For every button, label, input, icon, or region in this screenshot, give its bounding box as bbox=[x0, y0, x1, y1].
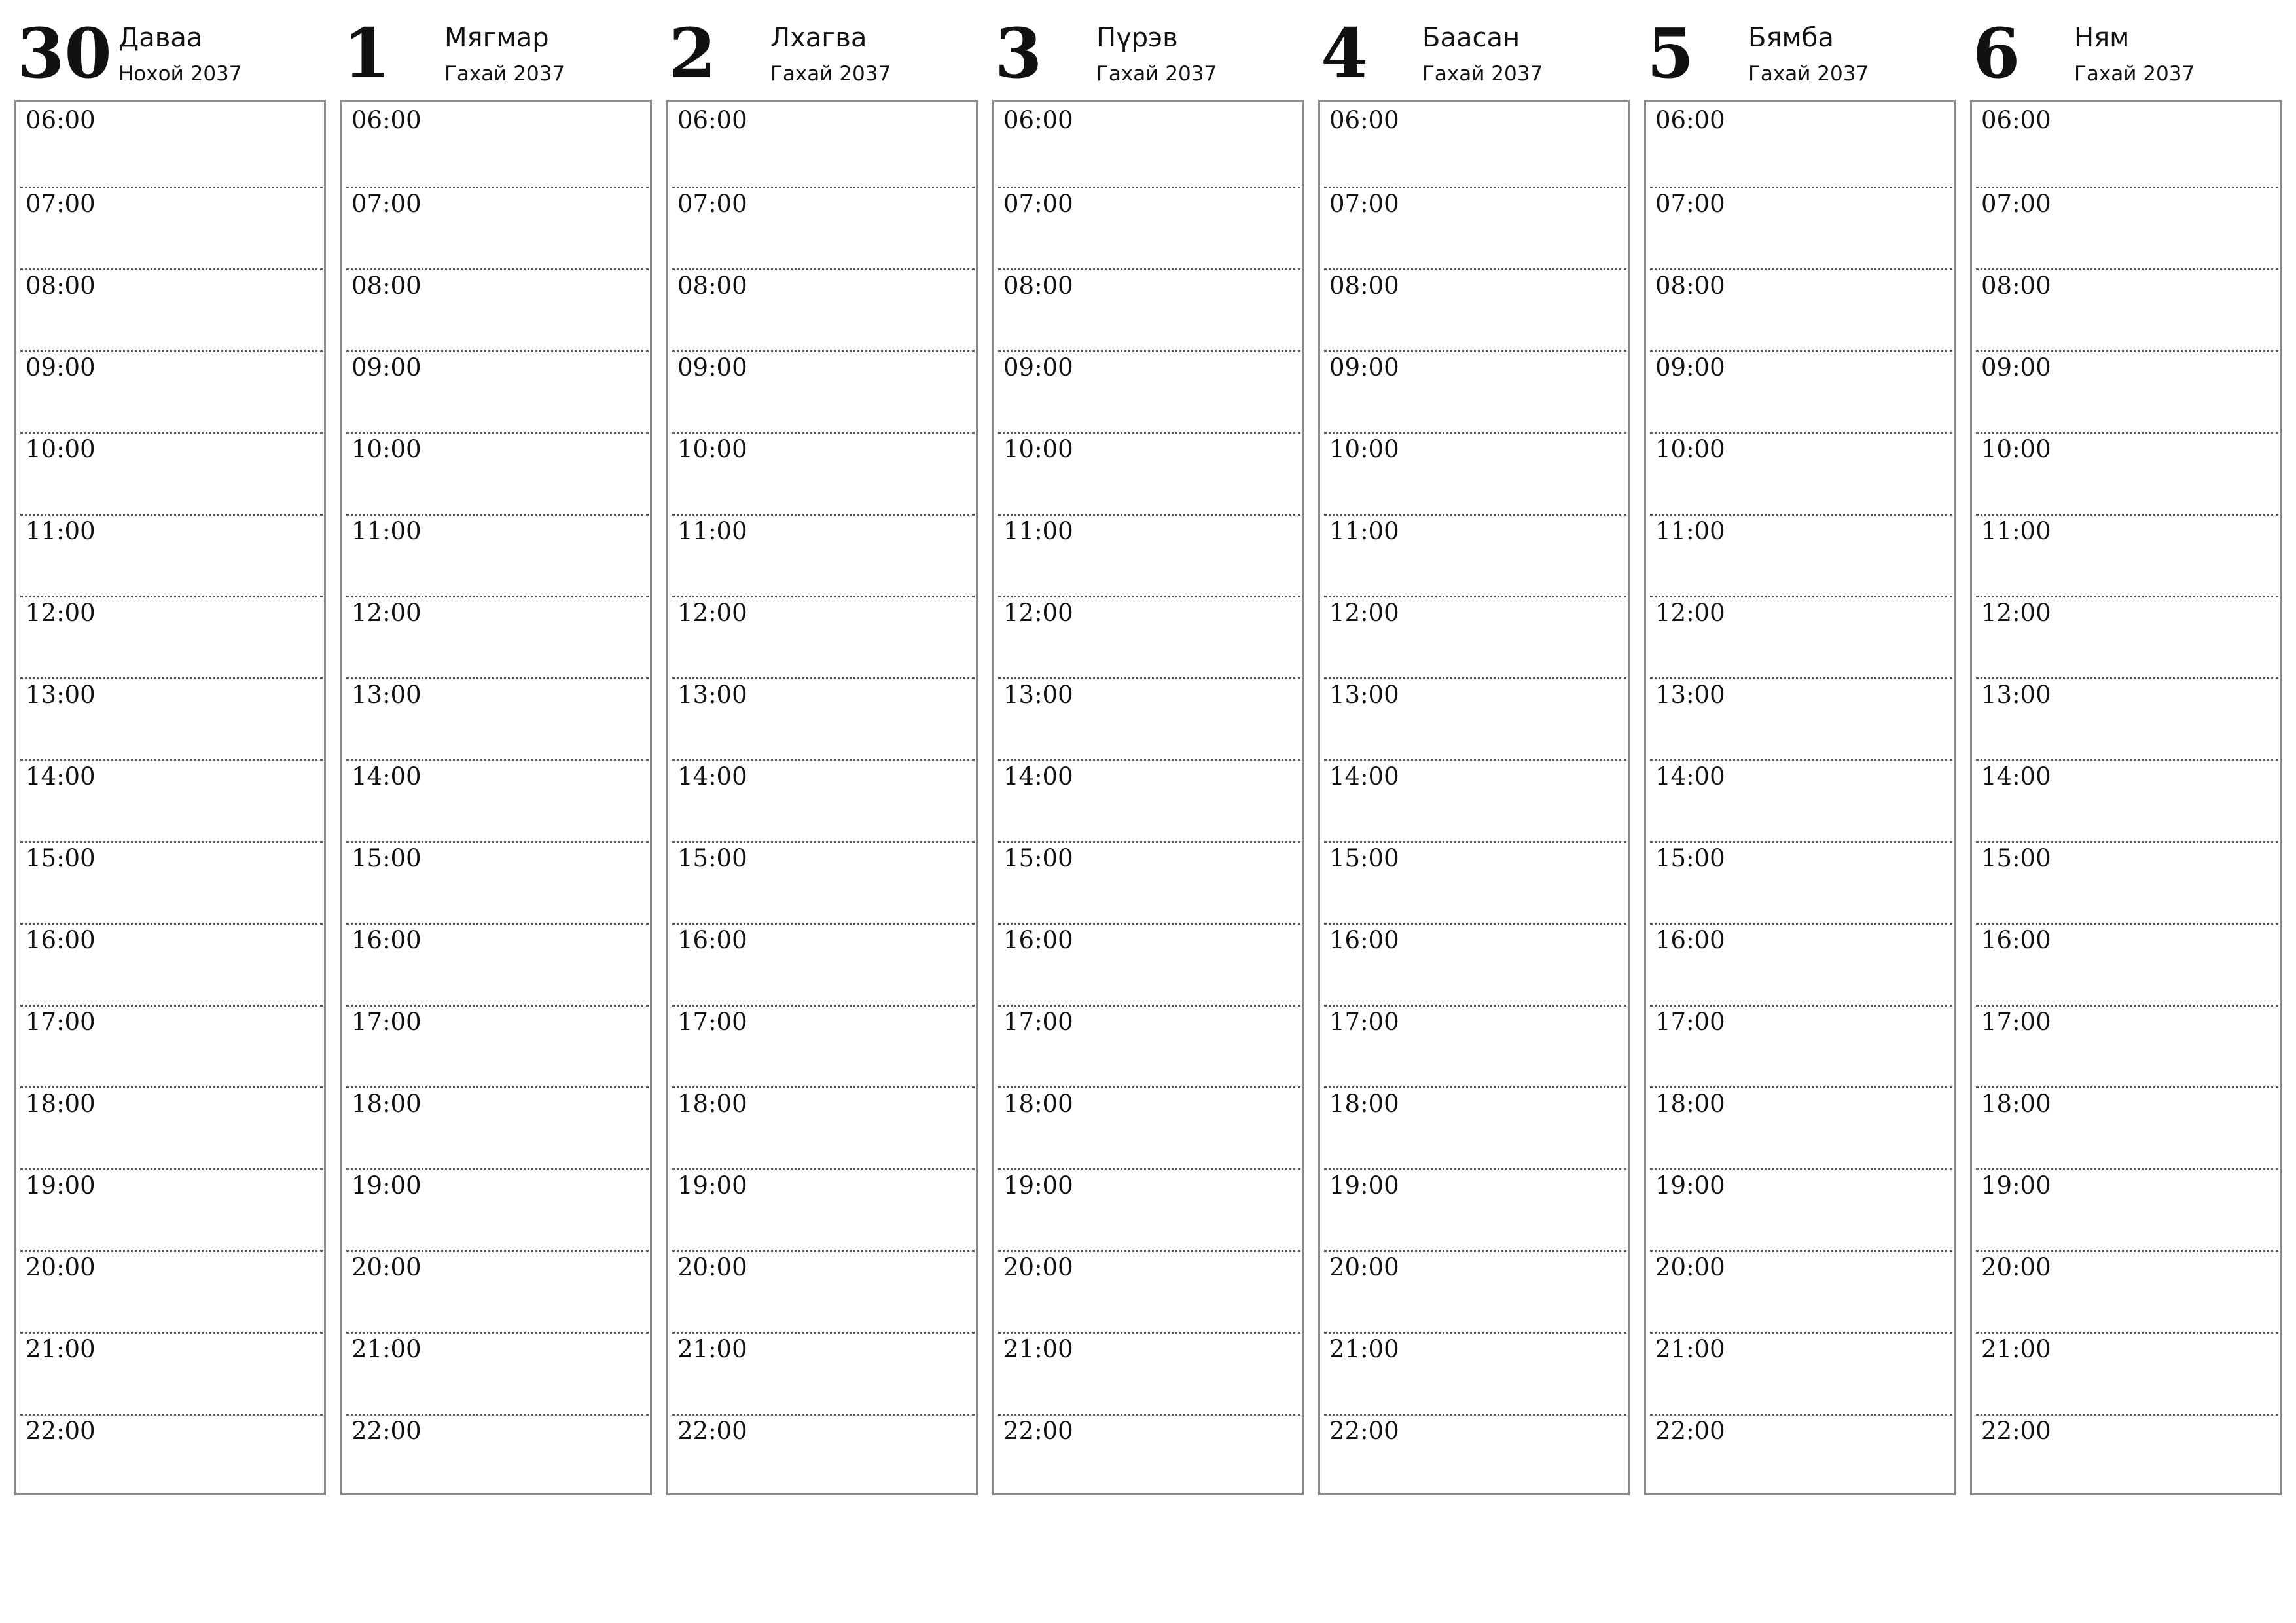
hour-slot[interactable] bbox=[998, 677, 1300, 759]
hour-label: 16:00 bbox=[351, 926, 422, 954]
hour-label: 18:00 bbox=[351, 1090, 422, 1118]
hour-slot[interactable] bbox=[998, 841, 1300, 923]
hour-slot[interactable] bbox=[20, 596, 323, 677]
hour-slot[interactable] bbox=[998, 1086, 1300, 1168]
hour-label: 14:00 bbox=[1981, 762, 2051, 791]
month-year: Гахай 2037 bbox=[1748, 62, 1869, 86]
hour-slot[interactable] bbox=[346, 759, 649, 841]
hour-slot[interactable] bbox=[998, 1168, 1300, 1250]
weekday-name: Лхагва bbox=[770, 23, 867, 53]
hour-label: 06:00 bbox=[1003, 106, 1073, 134]
hour-slot[interactable] bbox=[346, 1086, 649, 1168]
hour-slot[interactable] bbox=[1650, 841, 1952, 923]
hour-label: 18:00 bbox=[1655, 1090, 1725, 1118]
weekday-name: Ням bbox=[2074, 23, 2130, 53]
hour-slot[interactable] bbox=[672, 1086, 975, 1168]
hour-label: 22:00 bbox=[1655, 1417, 1725, 1445]
hour-label: 06:00 bbox=[1655, 106, 1725, 134]
hour-slot[interactable] bbox=[346, 1414, 649, 1495]
hour-label: 21:00 bbox=[1329, 1335, 1399, 1363]
hour-slot[interactable] bbox=[1976, 596, 2278, 677]
hour-slot[interactable] bbox=[20, 432, 323, 514]
hour-slot[interactable] bbox=[1650, 759, 1952, 841]
hour-slot[interactable] bbox=[20, 105, 323, 187]
hour-slot[interactable] bbox=[20, 1168, 323, 1250]
hour-label: 12:00 bbox=[351, 599, 422, 627]
hour-slot[interactable] bbox=[1650, 268, 1952, 350]
hour-label: 12:00 bbox=[677, 599, 747, 627]
hour-label: 10:00 bbox=[1981, 435, 2051, 463]
hour-slot[interactable] bbox=[1324, 1332, 1626, 1414]
hour-slot[interactable] bbox=[1324, 923, 1626, 1005]
hour-label: 11:00 bbox=[26, 517, 96, 545]
hour-slot[interactable] bbox=[20, 350, 323, 432]
day-schedule-box bbox=[340, 100, 652, 1495]
day-schedule-box bbox=[1318, 100, 1630, 1495]
hour-label: 12:00 bbox=[1003, 599, 1073, 627]
hour-label: 16:00 bbox=[1655, 926, 1725, 954]
hour-slot[interactable] bbox=[1324, 596, 1626, 677]
hour-label: 09:00 bbox=[1655, 353, 1725, 382]
hour-label: 10:00 bbox=[1655, 435, 1725, 463]
hour-slot[interactable] bbox=[998, 596, 1300, 677]
hour-slot[interactable] bbox=[1324, 350, 1626, 432]
hour-label: 08:00 bbox=[26, 272, 96, 300]
hour-label: 21:00 bbox=[26, 1335, 96, 1363]
hour-label: 18:00 bbox=[26, 1090, 96, 1118]
hour-slot[interactable] bbox=[1976, 1168, 2278, 1250]
hour-slot[interactable] bbox=[1976, 1005, 2278, 1086]
hour-slot[interactable] bbox=[1324, 432, 1626, 514]
hour-slot[interactable] bbox=[346, 514, 649, 596]
hour-label: 20:00 bbox=[351, 1253, 422, 1281]
hour-label: 13:00 bbox=[677, 681, 747, 709]
hour-slot[interactable] bbox=[1650, 677, 1952, 759]
hour-slot[interactable] bbox=[998, 268, 1300, 350]
hour-label: 17:00 bbox=[1329, 1008, 1399, 1036]
hour-slot[interactable] bbox=[1324, 187, 1626, 268]
hour-label: 09:00 bbox=[1003, 353, 1073, 382]
hour-label: 14:00 bbox=[26, 762, 96, 791]
hour-slot[interactable] bbox=[672, 1168, 975, 1250]
hour-label: 11:00 bbox=[1981, 517, 2051, 545]
hour-slot[interactable] bbox=[672, 187, 975, 268]
hour-slot[interactable] bbox=[1324, 677, 1626, 759]
hour-slot[interactable] bbox=[346, 923, 649, 1005]
hour-slot[interactable] bbox=[1976, 432, 2278, 514]
day-schedule-box bbox=[992, 100, 1304, 1495]
hour-slot[interactable] bbox=[672, 677, 975, 759]
hour-slot[interactable] bbox=[672, 596, 975, 677]
hour-slot[interactable] bbox=[672, 514, 975, 596]
hour-label: 14:00 bbox=[351, 762, 422, 791]
hour-slot[interactable] bbox=[346, 1168, 649, 1250]
hour-slot[interactable] bbox=[998, 1332, 1300, 1414]
hour-slot[interactable] bbox=[346, 841, 649, 923]
hour-slot[interactable] bbox=[1324, 1086, 1626, 1168]
hour-label: 06:00 bbox=[351, 106, 422, 134]
hour-label: 07:00 bbox=[677, 190, 747, 218]
hour-label: 09:00 bbox=[351, 353, 422, 382]
hour-label: 09:00 bbox=[26, 353, 96, 382]
hour-label: 14:00 bbox=[1003, 762, 1073, 791]
hour-label: 20:00 bbox=[677, 1253, 747, 1281]
month-year: Нохой 2037 bbox=[118, 62, 242, 86]
hour-label: 10:00 bbox=[1003, 435, 1073, 463]
hour-slot[interactable] bbox=[346, 105, 649, 187]
hour-label: 07:00 bbox=[26, 190, 96, 218]
hour-slot[interactable] bbox=[1650, 514, 1952, 596]
hour-slot[interactable] bbox=[1976, 1250, 2278, 1332]
hour-label: 16:00 bbox=[26, 926, 96, 954]
hour-slot[interactable] bbox=[1324, 841, 1626, 923]
hour-label: 09:00 bbox=[1981, 353, 2051, 382]
hour-slot[interactable] bbox=[1650, 350, 1952, 432]
hour-slot[interactable] bbox=[998, 1414, 1300, 1495]
day-schedule-box bbox=[1644, 100, 1956, 1495]
day-column bbox=[1644, 0, 1956, 1505]
hour-slot[interactable] bbox=[20, 1414, 323, 1495]
hour-slot[interactable] bbox=[672, 350, 975, 432]
hour-slot[interactable] bbox=[346, 268, 649, 350]
hour-slot[interactable] bbox=[1650, 1168, 1952, 1250]
hour-label: 15:00 bbox=[1655, 844, 1725, 872]
hour-slot[interactable] bbox=[1650, 1005, 1952, 1086]
hour-slot[interactable] bbox=[346, 677, 649, 759]
hour-label: 21:00 bbox=[351, 1335, 422, 1363]
hour-label: 16:00 bbox=[1981, 926, 2051, 954]
hour-label: 19:00 bbox=[1655, 1171, 1725, 1200]
hour-slot[interactable] bbox=[998, 432, 1300, 514]
hour-slot[interactable] bbox=[1324, 759, 1626, 841]
hour-label: 07:00 bbox=[1329, 190, 1399, 218]
hour-label: 10:00 bbox=[1329, 435, 1399, 463]
hour-label: 20:00 bbox=[1655, 1253, 1725, 1281]
hour-label: 07:00 bbox=[1655, 190, 1725, 218]
hour-slot[interactable] bbox=[672, 1332, 975, 1414]
hour-slot[interactable] bbox=[1650, 1414, 1952, 1495]
hour-slot[interactable] bbox=[998, 1005, 1300, 1086]
hour-label: 22:00 bbox=[677, 1417, 747, 1445]
hour-slot[interactable] bbox=[672, 432, 975, 514]
hour-label: 10:00 bbox=[26, 435, 96, 463]
hour-label: 20:00 bbox=[26, 1253, 96, 1281]
day-column bbox=[14, 0, 326, 1505]
hour-slot[interactable] bbox=[1650, 105, 1952, 187]
day-number: 4 bbox=[1321, 13, 1369, 94]
day-column bbox=[1318, 0, 1630, 1505]
day-number: 30 bbox=[17, 13, 112, 94]
hour-label: 10:00 bbox=[351, 435, 422, 463]
month-year: Гахай 2037 bbox=[770, 62, 891, 86]
hour-label: 08:00 bbox=[1981, 272, 2051, 300]
hour-slot[interactable] bbox=[1976, 350, 2278, 432]
hour-label: 17:00 bbox=[1981, 1008, 2051, 1036]
hour-slot[interactable] bbox=[346, 187, 649, 268]
hour-slot[interactable] bbox=[346, 432, 649, 514]
hour-label: 18:00 bbox=[1329, 1090, 1399, 1118]
hour-slot[interactable] bbox=[346, 350, 649, 432]
hour-label: 11:00 bbox=[351, 517, 422, 545]
hour-label: 17:00 bbox=[1003, 1008, 1073, 1036]
hour-slot[interactable] bbox=[1324, 105, 1626, 187]
hour-label: 13:00 bbox=[26, 681, 96, 709]
month-year: Гахай 2037 bbox=[1422, 62, 1543, 86]
hour-label: 19:00 bbox=[351, 1171, 422, 1200]
month-year: Гахай 2037 bbox=[444, 62, 565, 86]
month-year: Гахай 2037 bbox=[1096, 62, 1217, 86]
hour-label: 09:00 bbox=[1329, 353, 1399, 382]
hour-slot[interactable] bbox=[1976, 187, 2278, 268]
hour-label: 19:00 bbox=[1003, 1171, 1073, 1200]
hour-label: 13:00 bbox=[1981, 681, 2051, 709]
hour-slot[interactable] bbox=[672, 1005, 975, 1086]
hour-slot[interactable] bbox=[1976, 841, 2278, 923]
hour-label: 19:00 bbox=[1981, 1171, 2051, 1200]
hour-slot[interactable] bbox=[20, 677, 323, 759]
hour-slot[interactable] bbox=[998, 514, 1300, 596]
hour-label: 12:00 bbox=[1981, 599, 2051, 627]
hour-slot[interactable] bbox=[346, 596, 649, 677]
hour-slot[interactable] bbox=[672, 923, 975, 1005]
hour-label: 14:00 bbox=[1329, 762, 1399, 791]
hour-label: 15:00 bbox=[677, 844, 747, 872]
hour-slot[interactable] bbox=[1650, 1250, 1952, 1332]
day-number: 3 bbox=[995, 13, 1043, 94]
hour-slot[interactable] bbox=[20, 1332, 323, 1414]
hour-slot[interactable] bbox=[20, 841, 323, 923]
hour-slot[interactable] bbox=[20, 759, 323, 841]
weekday-name: Мягмар bbox=[444, 23, 549, 53]
hour-label: 06:00 bbox=[1981, 106, 2051, 134]
hour-slot[interactable] bbox=[20, 187, 323, 268]
hour-slot[interactable] bbox=[1324, 1250, 1626, 1332]
hour-label: 21:00 bbox=[677, 1335, 747, 1363]
hour-label: 22:00 bbox=[1329, 1417, 1399, 1445]
hour-slot[interactable] bbox=[1650, 923, 1952, 1005]
hour-slot[interactable] bbox=[1976, 268, 2278, 350]
hour-slot[interactable] bbox=[998, 105, 1300, 187]
hour-label: 07:00 bbox=[351, 190, 422, 218]
hour-slot[interactable] bbox=[1650, 596, 1952, 677]
hour-slot[interactable] bbox=[672, 105, 975, 187]
month-year: Гахай 2037 bbox=[2074, 62, 2195, 86]
hour-label: 22:00 bbox=[26, 1417, 96, 1445]
hour-label: 16:00 bbox=[1003, 926, 1073, 954]
hour-label: 18:00 bbox=[1003, 1090, 1073, 1118]
hour-label: 06:00 bbox=[1329, 106, 1399, 134]
hour-label: 21:00 bbox=[1655, 1335, 1725, 1363]
day-column bbox=[666, 0, 978, 1505]
hour-label: 20:00 bbox=[1003, 1253, 1073, 1281]
hour-slot[interactable] bbox=[998, 923, 1300, 1005]
hour-label: 19:00 bbox=[26, 1171, 96, 1200]
hour-slot[interactable] bbox=[20, 1005, 323, 1086]
day-schedule-box bbox=[1970, 100, 2282, 1495]
weekday-name: Баасан bbox=[1422, 23, 1520, 53]
hour-label: 10:00 bbox=[677, 435, 747, 463]
day-number: 1 bbox=[343, 13, 391, 94]
hour-label: 08:00 bbox=[1003, 272, 1073, 300]
hour-label: 09:00 bbox=[677, 353, 747, 382]
hour-label: 22:00 bbox=[1981, 1417, 2051, 1445]
hour-label: 15:00 bbox=[1981, 844, 2051, 872]
hour-slot[interactable] bbox=[346, 1250, 649, 1332]
hour-slot[interactable] bbox=[1976, 1086, 2278, 1168]
hour-label: 20:00 bbox=[1329, 1253, 1399, 1281]
hour-slot[interactable] bbox=[1650, 1332, 1952, 1414]
hour-label: 08:00 bbox=[677, 272, 747, 300]
hour-label: 08:00 bbox=[1329, 272, 1399, 300]
hour-label: 11:00 bbox=[677, 517, 747, 545]
day-number: 6 bbox=[1973, 13, 2020, 94]
hour-slot[interactable] bbox=[20, 1250, 323, 1332]
hour-slot[interactable] bbox=[672, 1250, 975, 1332]
hour-slot[interactable] bbox=[1976, 677, 2278, 759]
weekday-name: Бямба bbox=[1748, 23, 1834, 53]
hour-slot[interactable] bbox=[1650, 432, 1952, 514]
hour-label: 13:00 bbox=[1003, 681, 1073, 709]
hour-label: 06:00 bbox=[677, 106, 747, 134]
hour-label: 16:00 bbox=[677, 926, 747, 954]
hour-slot[interactable] bbox=[672, 759, 975, 841]
hour-slot[interactable] bbox=[1976, 923, 2278, 1005]
hour-slot[interactable] bbox=[1324, 1414, 1626, 1495]
hour-slot[interactable] bbox=[998, 1250, 1300, 1332]
hour-label: 13:00 bbox=[351, 681, 422, 709]
hour-slot[interactable] bbox=[346, 1005, 649, 1086]
hour-label: 19:00 bbox=[677, 1171, 747, 1200]
hour-label: 18:00 bbox=[1981, 1090, 2051, 1118]
hour-slot[interactable] bbox=[1324, 514, 1626, 596]
hour-slot[interactable] bbox=[20, 268, 323, 350]
hour-slot[interactable] bbox=[1324, 1005, 1626, 1086]
hour-label: 12:00 bbox=[26, 599, 96, 627]
hour-label: 11:00 bbox=[1329, 517, 1399, 545]
hour-label: 22:00 bbox=[351, 1417, 422, 1445]
hour-label: 22:00 bbox=[1003, 1417, 1073, 1445]
hour-slot[interactable] bbox=[1976, 105, 2278, 187]
day-number: 2 bbox=[669, 13, 717, 94]
hour-slot[interactable] bbox=[1650, 187, 1952, 268]
weekday-name: Даваа bbox=[118, 23, 203, 53]
day-column bbox=[340, 0, 652, 1505]
day-column bbox=[1970, 0, 2282, 1505]
hour-label: 08:00 bbox=[351, 272, 422, 300]
hour-label: 07:00 bbox=[1003, 190, 1073, 218]
hour-slot[interactable] bbox=[1976, 514, 2278, 596]
hour-slot[interactable] bbox=[1976, 1332, 2278, 1414]
hour-slot[interactable] bbox=[998, 187, 1300, 268]
day-schedule-box bbox=[14, 100, 326, 1495]
hour-label: 14:00 bbox=[677, 762, 747, 791]
hour-slot[interactable] bbox=[1650, 1086, 1952, 1168]
hour-slot[interactable] bbox=[1324, 268, 1626, 350]
hour-label: 17:00 bbox=[677, 1008, 747, 1036]
hour-label: 11:00 bbox=[1655, 517, 1725, 545]
hour-slot[interactable] bbox=[672, 841, 975, 923]
hour-label: 16:00 bbox=[1329, 926, 1399, 954]
hour-label: 14:00 bbox=[1655, 762, 1725, 791]
hour-label: 21:00 bbox=[1003, 1335, 1073, 1363]
day-column bbox=[992, 0, 1304, 1505]
hour-label: 17:00 bbox=[351, 1008, 422, 1036]
hour-slot[interactable] bbox=[20, 923, 323, 1005]
hour-label: 08:00 bbox=[1655, 272, 1725, 300]
hour-slot[interactable] bbox=[998, 759, 1300, 841]
hour-slot[interactable] bbox=[998, 350, 1300, 432]
hour-label: 19:00 bbox=[1329, 1171, 1399, 1200]
hour-label: 12:00 bbox=[1329, 599, 1399, 627]
hour-slot[interactable] bbox=[20, 1086, 323, 1168]
hour-slot[interactable] bbox=[672, 268, 975, 350]
hour-label: 21:00 bbox=[1981, 1335, 2051, 1363]
hour-label: 07:00 bbox=[1981, 190, 2051, 218]
hour-label: 15:00 bbox=[26, 844, 96, 872]
hour-label: 11:00 bbox=[1003, 517, 1073, 545]
hour-slot[interactable] bbox=[672, 1414, 975, 1495]
hour-slot[interactable] bbox=[1976, 1414, 2278, 1495]
hour-label: 17:00 bbox=[26, 1008, 96, 1036]
hour-slot[interactable] bbox=[20, 514, 323, 596]
hour-label: 12:00 bbox=[1655, 599, 1725, 627]
hour-slot[interactable] bbox=[346, 1332, 649, 1414]
hour-slot[interactable] bbox=[1324, 1168, 1626, 1250]
weekday-name: Пүрэв bbox=[1096, 23, 1178, 53]
hour-label: 15:00 bbox=[351, 844, 422, 872]
hour-label: 15:00 bbox=[1329, 844, 1399, 872]
hour-label: 13:00 bbox=[1655, 681, 1725, 709]
hour-label: 13:00 bbox=[1329, 681, 1399, 709]
hour-label: 18:00 bbox=[677, 1090, 747, 1118]
hour-slot[interactable] bbox=[1976, 759, 2278, 841]
day-number: 5 bbox=[1647, 13, 1695, 94]
hour-label: 15:00 bbox=[1003, 844, 1073, 872]
hour-label: 20:00 bbox=[1981, 1253, 2051, 1281]
day-schedule-box bbox=[666, 100, 978, 1495]
hour-label: 17:00 bbox=[1655, 1008, 1725, 1036]
hour-label: 06:00 bbox=[26, 106, 96, 134]
